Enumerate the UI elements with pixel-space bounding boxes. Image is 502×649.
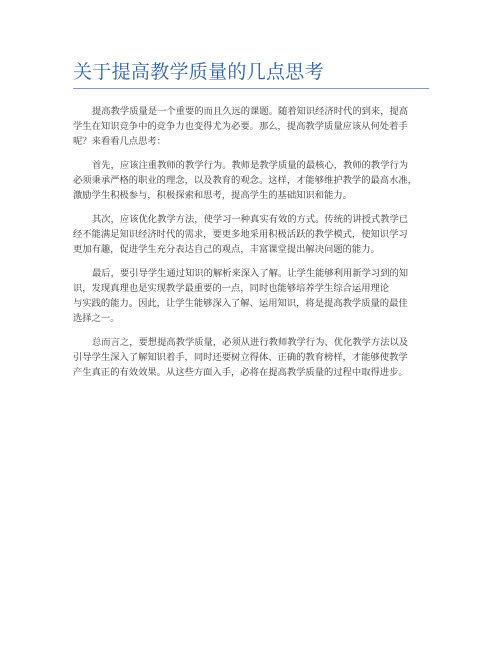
paragraph-line: 呢？来看看几点思考：	[73, 136, 166, 147]
paragraph-line: 引导学生深入了解知识着手，同时还要树立得体、正确的教育榜样，才能够使教学	[73, 352, 408, 363]
paragraph-line: 激励学生积极参与，积极探索和思考，提高学生的基础知识和能力。	[73, 190, 352, 201]
paragraph-line: 最后，要引导学生通过知识的解析来深入了解。让学生能够利用新学习到的知	[92, 268, 409, 279]
paragraph-line: 提高教学质量是一个重要的而且久远的课题。随着知识经济时代的到来，提高	[92, 106, 409, 117]
paragraph-line: 与实践的能力。因此，让学生能够深入了解、运用知识，将是提高教学质量的最佳	[73, 298, 408, 309]
paragraph-intro	[73, 104, 433, 149]
paragraph-second	[73, 212, 433, 257]
paragraph-line: 其次，应该优化教学方法，使学习一种真实有效的方式。传统的讲授式教学已	[92, 214, 409, 225]
paragraph-line: 总而言之，要想提高教学质量，必须从进行教师教学行为、优化教学方法以及	[92, 337, 409, 348]
paragraph-line: 必须秉承严格的职业的理念，以及教育的观念。这样，才能够维护教学的最高水准，	[73, 175, 417, 186]
paragraph-line: 更加有趣，促进学生充分表达自己的观点，丰富课堂提出解决问题的能力。	[73, 244, 380, 255]
paragraph-line: 识，发现真理也是实现教学最重要的一点，同时也能够培养学生综合运用理论	[73, 283, 390, 294]
document-title: 关于提高教学质量的几点思考	[73, 61, 324, 83]
paragraph-conclusion	[73, 335, 433, 380]
paragraph-line: 经不能满足知识经济时代的需求，要更多地采用积极活跃的教学模式，使知识学习	[73, 229, 408, 240]
document-body	[73, 104, 433, 389]
paragraph-first	[73, 158, 433, 203]
paragraph-line: 首先，应该注重教师的教学行为。教师是教学质量的最核心，教师的教学行为	[92, 160, 409, 171]
paragraph-last	[73, 266, 433, 326]
paragraph-line: 产生真正的有效效果。从这些方面入手，必将在提高教学质量的过程中取得进步。	[73, 367, 408, 378]
paragraph-line: 学生在知识竞争中的竞争力也变得尤为必要。那么，提高教学质量应该从何处着手	[73, 121, 408, 132]
title-underline	[73, 88, 429, 89]
paragraph-line: 选择之一。	[73, 313, 120, 324]
